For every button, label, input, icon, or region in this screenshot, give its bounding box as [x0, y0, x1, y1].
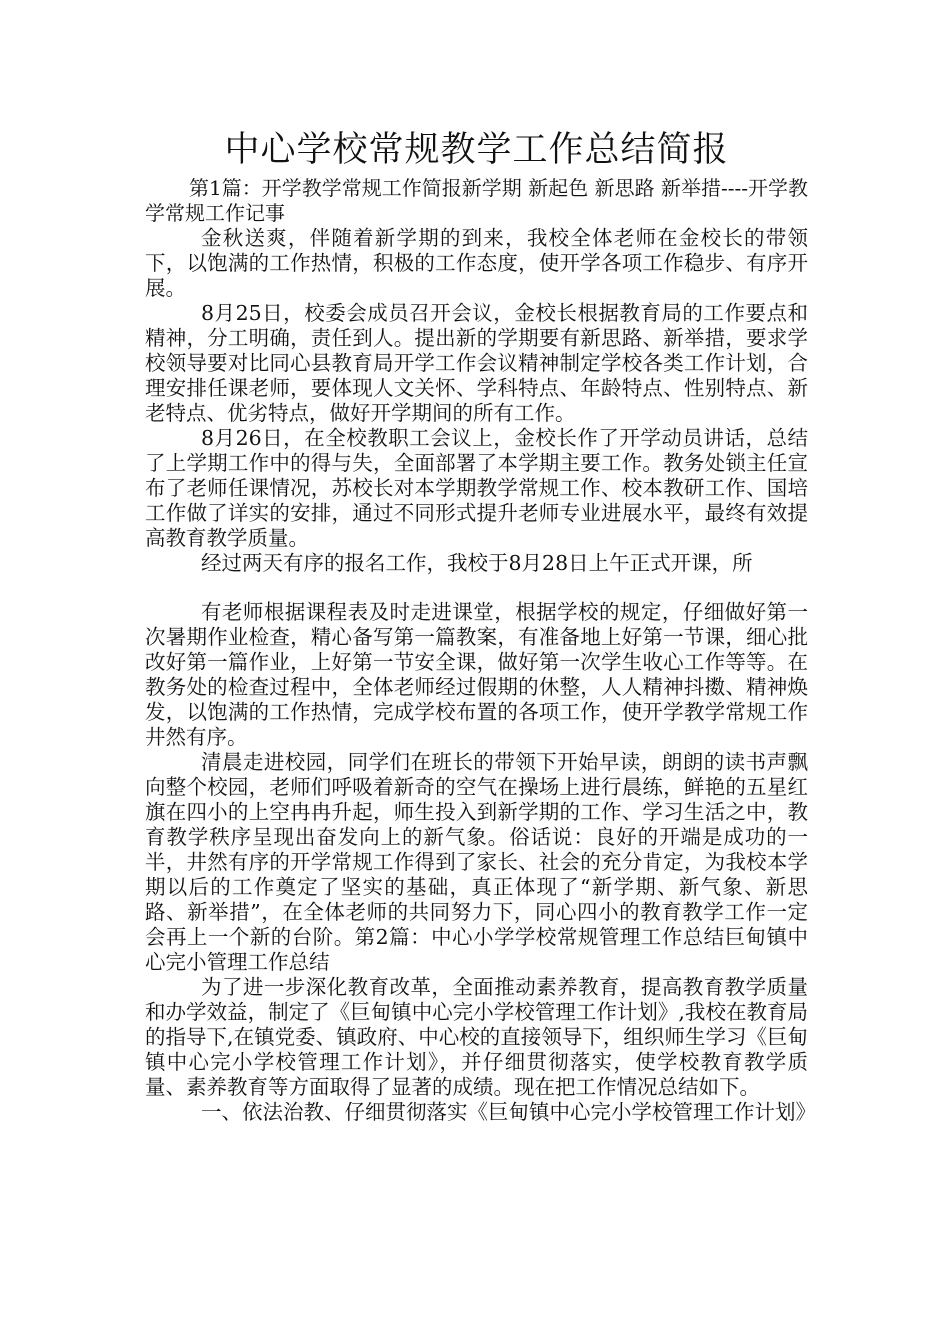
body-paragraph: 清晨走进校园，同学们在班长的带领下开始早读，朗朗的读书声飘向整个校园，老师们呼吸着新奇的空气在操场上进行晨练，鲜艳的五星红旗在四小的上空冉冉升起，师生投入到新学期的工作、学习生活之中，教育教学秩序呈现出奋发向上的新气象。俗话说：良好的开端是成功的一半，井然有序的开学常规工作得到了家长、社会的充分肯定，为我校本学期以后的工作奠定了坚实的基础，真正体现了“新学期、新气象、新思路、新举措”，在全体老师的共同努力下，同心四小的教育教学工作一定会再上一个新的台阶。第2篇：中心小学学校常规管理工作总结巨甸镇中心完小管理工作总结	[145, 750, 808, 974]
body-paragraph: 8月26日，在全校教职工会议上，金校长作了开学动员讲话，总结了上学期工作中的得与失，全面部署了本学期主要工作。教务处锁主任宣布了老师任课情况，苏校长对本学期教学常规工作、校本教研工作、国培工作做了详实的安排，通过不同形式提升老师专业进展水平，最终有效提高教育教学质量。	[145, 426, 808, 550]
body-paragraph: 一、依法治教、仔细贯彻落实《巨甸镇中心完小学校管理工作计划》	[201, 1100, 816, 1124]
body-paragraph: 8月25日，校委会成员召开会议，金校长根据教育局的工作要点和精神，分工明确，责任到人。提出新的学期要有新思路、新举措，要求学校领导要对比同心县教育局开学工作会议精神制定学校各类工作计划，合理安排任课老师，要体现人文关怀、学科特点、年龄特点、性别特点、新老特点、优劣特点，做好开学期间的所有工作。	[145, 301, 808, 425]
section-heading: 第1篇：开学教学常规工作简报新学期 新起色 新思路 新举措----开学教学常规工作记事	[145, 176, 808, 225]
body-paragraph: 金秋送爽，伴随着新学期的到来，我校全体老师在金校长的带领下，以饱满的工作热情，积极的工作态度，使开学各项工作稳步、有序开展。	[145, 226, 808, 300]
body-paragraph: 有老师根据课程表及时走进课堂，根据学校的规定，仔细做好第一次暑期作业检查，精心备写第一篇教案，有准备地上好第一节课，细心批改好第一篇作业，上好第一节安全课，做好第一次学生收心工作等等。在教务处的检查过程中，全体老师经过假期的休整，人人精神抖擞、精神焕发，以饱满的工作热情，完成学校布置的各项工作，使开学教学常规工作井然有序。	[145, 600, 808, 749]
document-title: 中心学校常规教学工作总结简报	[224, 130, 729, 170]
document-page	[145, 128, 816, 1125]
body-paragraph: 经过两天有序的报名工作，我校于8月28日上午正式开课，所	[201, 551, 753, 575]
body-paragraph: 为了进一步深化教育改革，全面推动素养教育，提高教育教学质量和办学效益，制定了《巨甸镇中心完小学校管理工作计划》,我校在教育局的指导下,在镇党委、镇政府、中心校的直接领导下，组织师生学习《巨甸镇中心完小学校管理工作计划》，并仔细贯彻落实，使学校教育教学质量、素养教育等方面取得了显著的成绩。现在把工作情况总结如下。	[145, 975, 808, 1099]
